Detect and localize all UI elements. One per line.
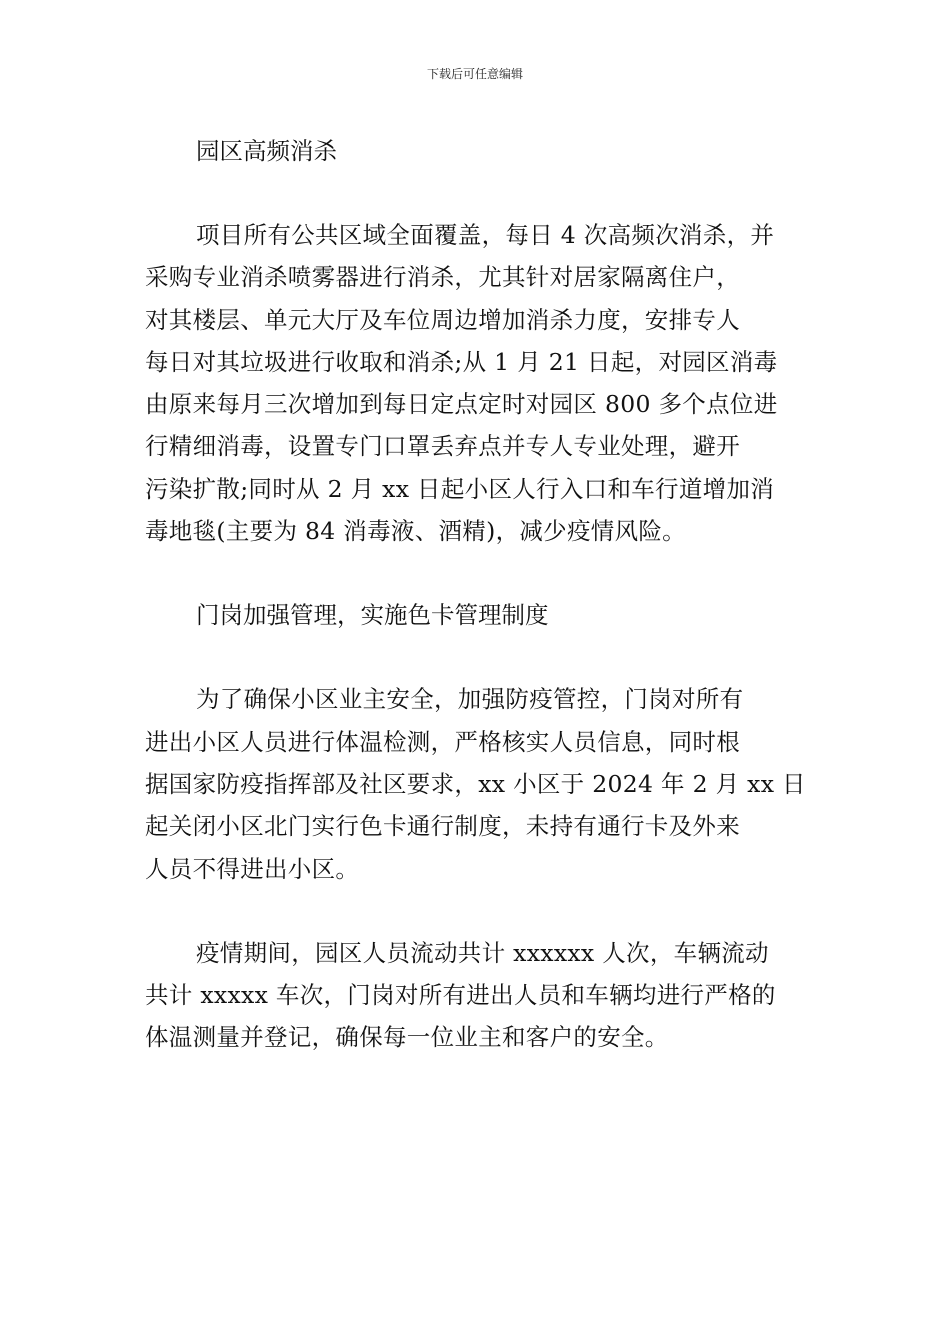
paragraph-line: 由原来每月三次增加到每日定点定时对园区 800 多个点位进	[145, 390, 778, 419]
paragraph-line: 起关闭小区北门实行色卡通行制度，未持有通行卡及外来	[145, 812, 740, 841]
section-heading-gate-management: 门岗加强管理，实施色卡管理制度	[196, 601, 549, 630]
paragraph-line: 每日对其垃圾进行收取和消杀;从 1 月 21 日起，对园区消毒	[145, 347, 778, 376]
paragraph-line: 人员不得进出小区。	[145, 854, 360, 883]
document-body	[145, 130, 807, 1059]
paragraph-line: 污染扩散;同时从 2 月 xx 日起小区人行入口和车行道增加消	[145, 474, 775, 503]
paragraph-gate-management	[145, 678, 807, 889]
paragraph-line: 共计 xxxxx 车次，门岗对所有进出人员和车辆均进行严格的	[145, 981, 776, 1010]
paragraph-line: 对其楼层、单元大厅及车位周边增加消杀力度，安排专人	[145, 305, 740, 334]
paragraph-line: 体温测量并登记，确保每一位业主和客户的安全。	[145, 1023, 669, 1052]
header-note: 下载后可任意编辑	[426, 67, 523, 81]
section-heading-disinfection: 园区高频消杀	[196, 137, 337, 165]
paragraph-line: 疫情期间，园区人员流动共计 xxxxxx 人次，车辆流动	[196, 938, 769, 967]
paragraph-line: 毒地毯(主要为 84 消毒液、酒精)，减少疫情风险。	[145, 517, 686, 546]
paragraph-line: 采购专业消杀喷雾器进行消杀，尤其针对居家隔离住户，	[145, 263, 740, 292]
paragraph-line: 进出小区人员进行体温检测，严格核实人员信息，同时根	[145, 727, 740, 756]
paragraph-disinfection	[145, 214, 807, 552]
paragraph-line: 为了确保小区业主安全，加强防疫管控，门岗对所有	[196, 685, 744, 714]
paragraph-line: 据国家防疫指挥部及社区要求，xx 小区于 2024 年 2 月 xx 日	[145, 769, 806, 798]
paragraph-line: 行精细消毒，设置专门口罩丢弃点并专人专业处理，避开	[145, 432, 740, 461]
paragraph-traffic-statistics	[145, 932, 807, 1059]
paragraph-line: 项目所有公共区域全面覆盖，每日 4 次高频次消杀，并	[196, 221, 775, 249]
